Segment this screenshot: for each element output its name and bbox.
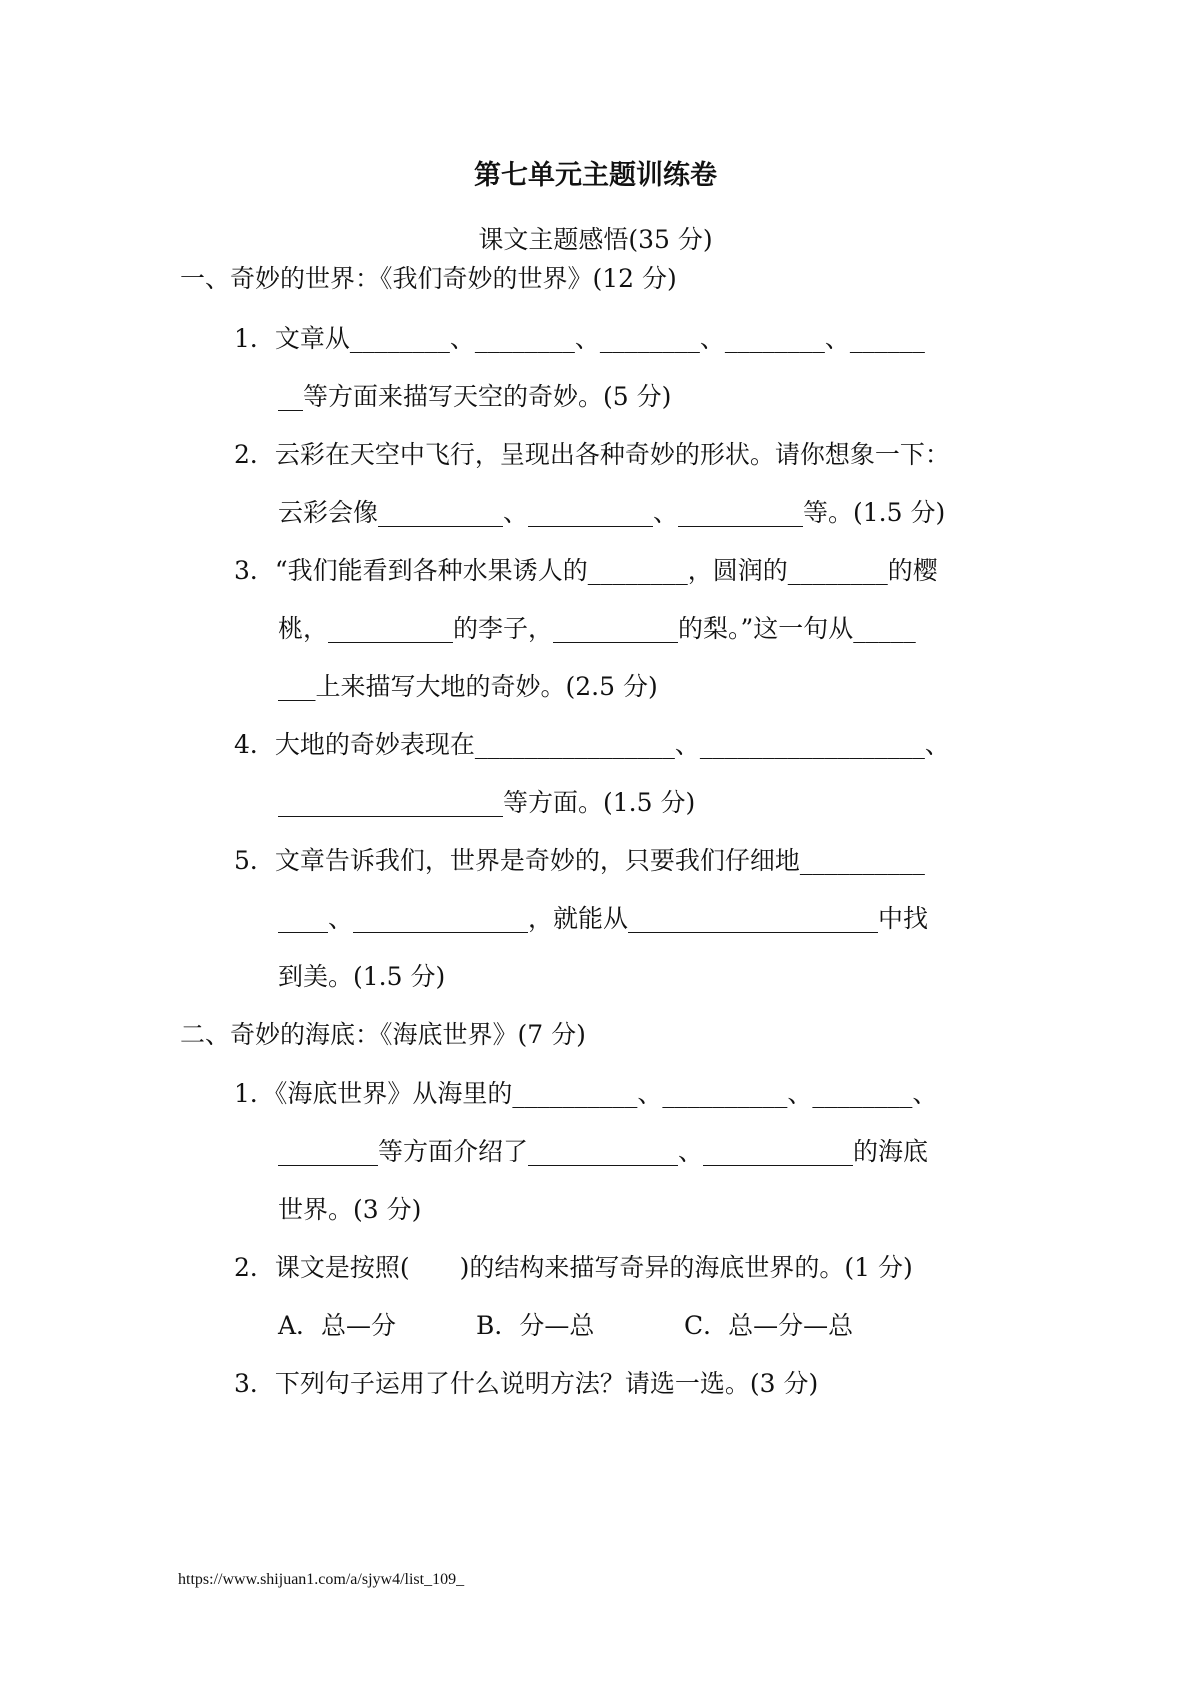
question-1-4-line-2: __________________等方面。(1.5 分) bbox=[278, 788, 696, 817]
section-heading-2: 二、奇妙的海底：《海底世界》(7 分) bbox=[180, 1020, 586, 1049]
question-1-3-line-2: 桃，__________的李子，__________的梨。”这一句从_____ bbox=[278, 614, 916, 643]
question-1-4-line-1: 4．大地的奇妙表现在________________、__________________、 bbox=[234, 730, 950, 759]
question-2-1-line-2: ________等方面介绍了____________、____________的海底 bbox=[278, 1137, 929, 1166]
page-title: 第七单元主题训练卷 bbox=[474, 160, 717, 191]
question-1-2-line-1: 2．云彩在天空中飞行，呈现出各种奇妙的形状。请你想象一下： bbox=[234, 440, 950, 469]
question-1-1-line-2: __等方面来描写天空的奇妙。(5 分) bbox=[278, 382, 672, 411]
question-1-5-line-3: 到美。(1.5 分) bbox=[278, 962, 446, 991]
question-1-5-line-1: 5．文章告诉我们，世界是奇妙的，只要我们仔细地__________ bbox=[234, 846, 925, 875]
choice-option-a: A．总—分 bbox=[278, 1311, 397, 1340]
question-2-2-line-1: 2．课文是按照( )的结构来描写奇异的海底世界的。(1 分) bbox=[234, 1253, 913, 1282]
question-1-2-line-2: 云彩会像__________、__________、__________等。(1.5 分) bbox=[278, 498, 946, 527]
footer-url[interactable]: https://www.shijuan1.com/a/sjyw4/list_109_ bbox=[178, 1571, 465, 1588]
question-2-1-line-1: 1．《海底世界》从海里的__________、__________、________、 bbox=[234, 1079, 938, 1108]
page-subtitle: 课文主题感悟(35 分) bbox=[478, 225, 713, 254]
question-1-1-line-1: 1．文章从________、________、________、________、______ bbox=[234, 324, 925, 353]
section-heading-1: 一、奇妙的世界：《我们奇妙的世界》(12 分) bbox=[180, 264, 677, 293]
choice-option-b: B．分—总 bbox=[476, 1311, 595, 1340]
question-2-1-line-3: 世界。(3 分) bbox=[278, 1195, 422, 1224]
question-2-3-line-1: 3．下列句子运用了什么说明方法？请选一选。(3 分) bbox=[234, 1369, 819, 1398]
question-1-5-line-2: ____、______________，就能从____________________中找 bbox=[278, 904, 929, 933]
question-1-3-line-1: 3．“我们能看到各种水果诱人的________，圆润的________的樱 bbox=[234, 556, 938, 585]
question-1-3-line-3: ___上来描写大地的奇妙。(2.5 分) bbox=[278, 672, 658, 701]
choice-option-c: C．总—分—总 bbox=[684, 1311, 854, 1340]
